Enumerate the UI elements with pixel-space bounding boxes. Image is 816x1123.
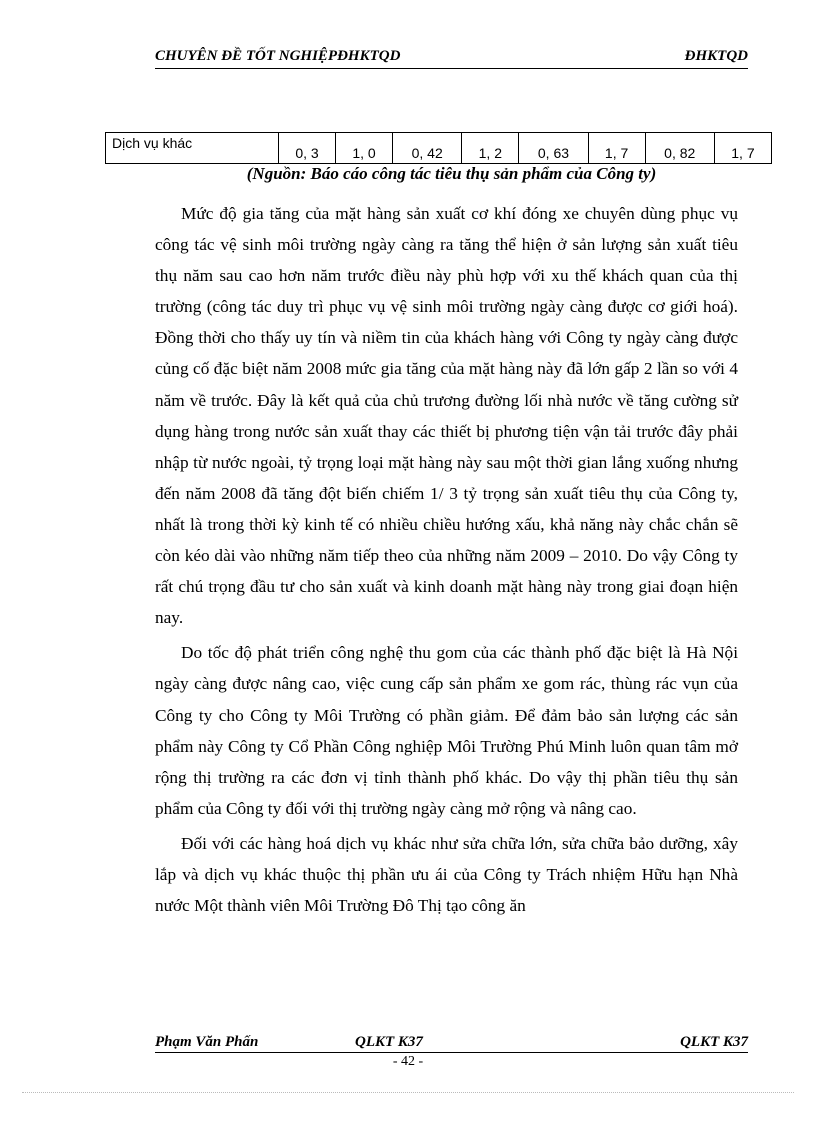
header-title: CHUYÊN ĐỀ TỐT NGHIỆPĐHKTQD — [155, 48, 401, 64]
header-right-label: ĐHKTQD — [684, 48, 748, 64]
data-table — [105, 132, 772, 164]
page-number: - 42 - — [392, 1054, 424, 1069]
table-cell: 1, 2 — [462, 133, 519, 164]
table-cell: 0, 63 — [519, 133, 588, 164]
table-cell: 1, 7 — [588, 133, 645, 164]
table-row-label: Dịch vụ khác — [106, 133, 279, 164]
paragraph: Do tốc độ phát triển công nghệ thu gom của các thành phố đặc biệt là Hà Nội ngày càng được nâng cao, việc cung cấp sản phẩm xe gom rác, thùng rác vụn của Công ty cho Công ty Môi Trường có phần giảm. Để đảm bảo sản lượng các sản phẩm này Công ty Cổ Phần Công nghiệp Môi Trường Phú Minh luôn quan tâm mở rộng thị trường ra các đơn vị tỉnh thành phố khác. Do vậy thị phần tiêu thụ sản phẩm của Công ty đối với thị trường ngày càng mở rộng và nâng cao. — [155, 643, 738, 818]
page-header — [155, 48, 748, 69]
footer-author: Phạm Văn Phấn — [155, 1034, 259, 1050]
footer-class: QLKT K37 — [355, 1034, 423, 1050]
page-bottom-divider — [22, 1092, 794, 1093]
table-cell: 1, 7 — [714, 133, 771, 164]
body-text — [155, 198, 738, 921]
table-row — [106, 133, 772, 164]
footer-class-right: QLKT K37 — [680, 1034, 748, 1050]
table-cell: 1, 0 — [336, 133, 393, 164]
table-cell: 0, 3 — [279, 133, 336, 164]
table-source-caption: (Nguồn: Báo cáo công tác tiêu thụ sản phẩm của Công ty) — [246, 164, 657, 183]
table-cell: 0, 42 — [393, 133, 462, 164]
paragraph: Đối với các hàng hoá dịch vụ khác như sửa chữa lớn, sửa chữa bảo dưỡng, xây lắp và dịch vụ khác thuộc thị phần ưu ái của Công ty Trách nhiệm Hữu hạn Nhà nước Một thành viên Môi Trường Đô Thị tạo công ăn — [155, 833, 738, 916]
table-cell: 0, 82 — [645, 133, 714, 164]
page-footer — [155, 1034, 748, 1053]
paragraph: Mức độ gia tăng của mặt hàng sản xuất cơ khí đóng xe chuyên dùng phục vụ công tác vệ sinh môi trường ngày càng ra tăng thể hiện ở sản lượng sản xuất tiêu thụ năm sau cao hơn năm trước điều này phù hợp với xu thế khách quan của thị trường (công tác duy trì phục vụ vệ sinh môi trường ngày càng được cơ giới hoá). Đồng thời cho thấy uy tín và niềm tin của khách hàng với Công ty ngày càng được củng cố đặc biệt năm 2008 mức gia tăng của mặt hàng này đã lớn gấp 2 lần so với 4 năm về trước. Đây là kết quả của chủ trương đường lối nhà nước về tăng cường sử dụng hàng trong nước sản xuất thay các thiết bị phương tiện vận tải trước đây phải nhập từ nước ngoài, tỷ trọng loại mặt hàng này sau một thời gian lắng xuống nhưng đến năm 2008 đã tăng đột biến chiếm 1/ 3 tỷ trọng sản xuất tiêu thụ của Công ty, nhất là trong thời kỳ kinh tế có nhiều chiều hướng xấu, khả năng này chắc chắn sẽ còn kéo dài vào những năm tiếp theo của những năm 2009 – 2010. Do vậy Công ty rất chú trọng đầu tư cho sản xuất và kinh doanh mặt hàng này trong giai đoạn hiện nay. — [155, 204, 738, 628]
